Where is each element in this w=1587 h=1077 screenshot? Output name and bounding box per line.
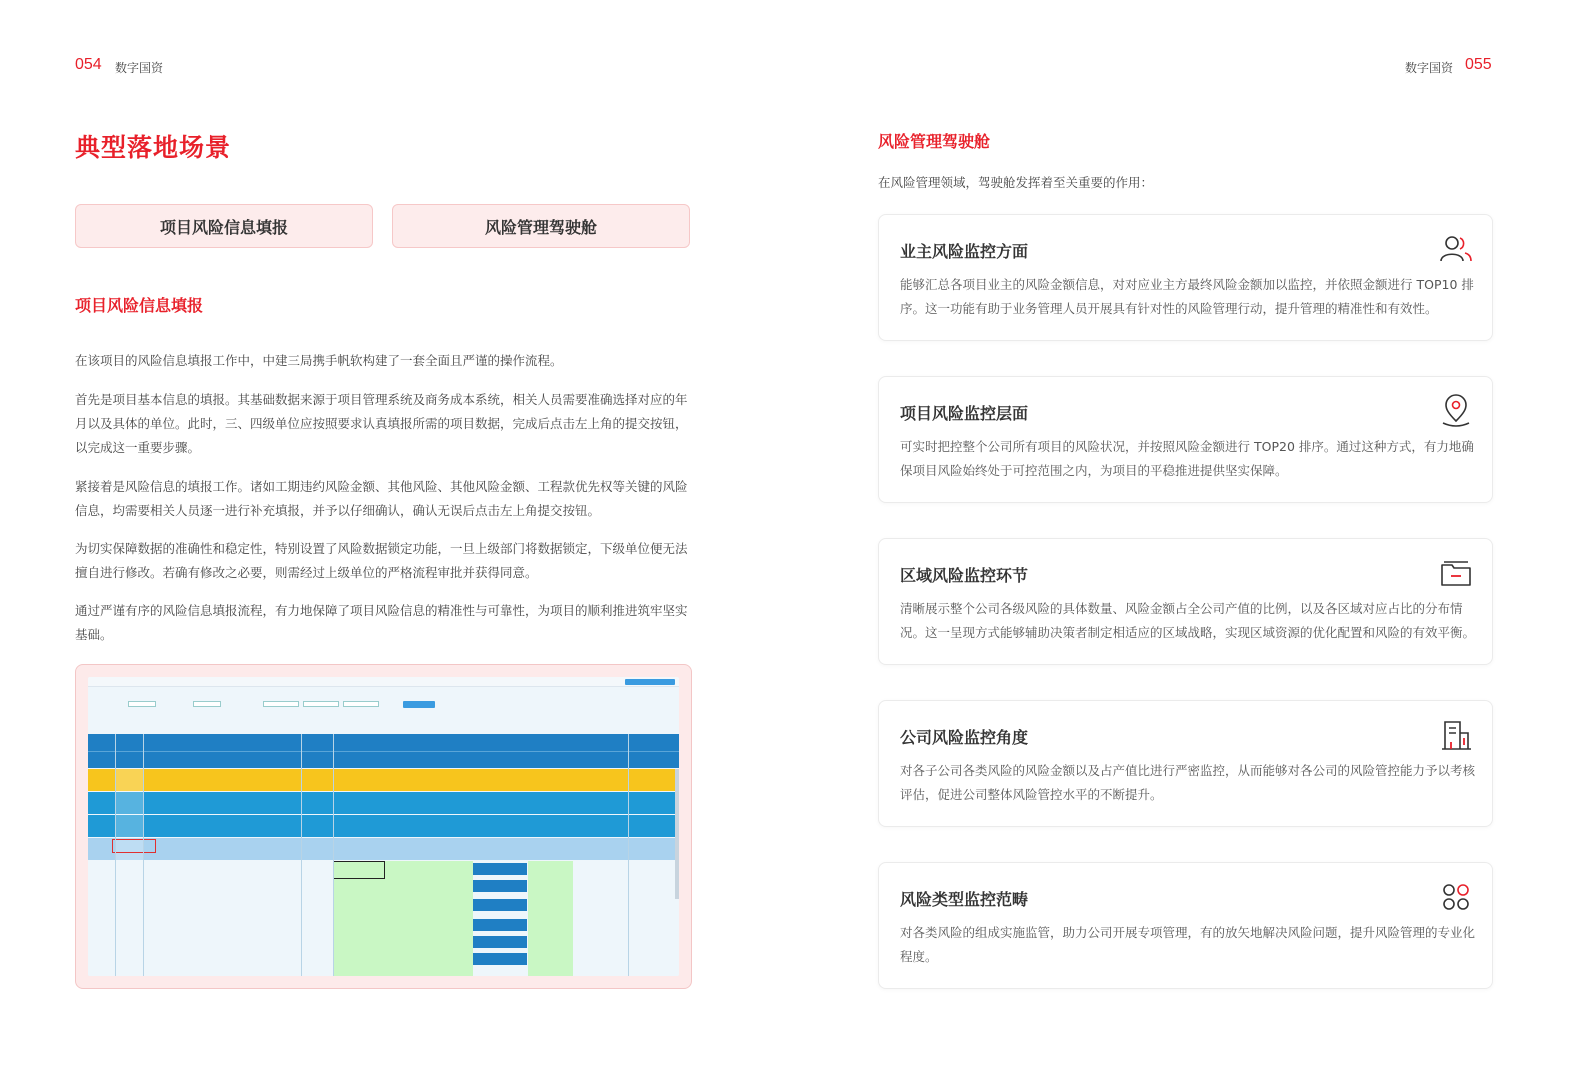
- paragraph-3: 紧接着是风险信息的填报工作。诸如工期违约风险金额、其他风险、其他风险金额、工程款优先权等关键的风险信息，均需要相关人员逐一进行补充填报，并予以仔细确认，确认无误后点击左上角提交按钮。: [75, 479, 688, 518]
- card-text: 对各类风险的组成实施监管，助力公司开展专项管理，有的放矢地解决风险问题，提升风险管理的专业化程度。: [900, 925, 1476, 964]
- page-number-left: 054: [75, 56, 102, 73]
- card-owner-risk: [878, 214, 1493, 341]
- paragraph-1: 在该项目的风险信息填报工作中，中建三局携手帆软构建了一套全面且严谨的操作流程。: [75, 353, 563, 368]
- paragraph-2: 首先是项目基本信息的填报。其基础数据来源于项目管理系统及商务成本系统，相关人员需要准确选择对应的年月以及具体的单位。此时，三、四级单位应按照要求认真填报所需的项目数据，完成后点击左上角的提交按钮，以完成这一重要步骤。: [75, 392, 688, 455]
- page-label-left: 数字国资: [115, 61, 164, 75]
- cockpit-intro: 在风险管理领域，驾驶舱发挥着至关重要的作用：: [878, 175, 1154, 190]
- location-pin-icon: [1438, 393, 1474, 429]
- tab-project-risk-report[interactable]: 项目风险信息填报: [75, 204, 373, 248]
- card-risk-type: [878, 862, 1493, 989]
- card-title: 风险类型监控范畴: [900, 890, 1029, 909]
- categories-icon: [1438, 879, 1474, 915]
- report-form-screenshot: [75, 664, 692, 989]
- card-title: 区域风险监控环节: [900, 566, 1029, 585]
- card-text: 可实时把控整个公司所有项目的风险状况，并按照风险金额进行 TOP20 排序。通过这种方式，有力地确保项目风险始终处于可控范围之内，为项目的平稳推进提供坚实保障。: [900, 439, 1474, 478]
- paragraph-4: 为切实保障数据的准确性和稳定性，特别设置了风险数据锁定功能，一旦上级部门将数据锁定，下级单位便无法擅自进行修改。若确有修改之必要，则需经过上级单位的严格流程审批并获得同意。: [75, 541, 688, 580]
- page-label-right: 数字国资: [1405, 61, 1454, 75]
- section-title-right: 风险管理驾驶舱: [878, 132, 991, 151]
- card-region-risk: [878, 538, 1493, 665]
- card-title: 项目风险监控层面: [900, 404, 1029, 423]
- page-number-right: 055: [1465, 56, 1492, 73]
- card-text: 清晰展示整个公司各级风险的具体数量、风险金额占全公司产值的比例，以及各区域对应占比的分布情况。这一呈现方式能够辅助决策者制定相适应的区域战略，实现区域资源的优化配置和风险的有效平衡。: [900, 601, 1476, 640]
- card-company-risk: [878, 700, 1493, 827]
- section-title-left: 项目风险信息填报: [75, 296, 204, 315]
- paragraph-5: 通过严谨有序的风险信息填报流程，有力地保障了项目风险信息的精准性与可靠性，为项目的顺利推进筑牢坚实基础。: [75, 603, 688, 642]
- users-icon: [1438, 231, 1474, 267]
- card-title: 公司风险监控角度: [900, 728, 1029, 747]
- table-preview-image: [88, 677, 679, 976]
- tab-risk-cockpit[interactable]: 风险管理驾驶舱: [392, 204, 690, 248]
- card-text: 对各子公司各类风险的风险金额以及占产值比进行严密监控，从而能够对各公司的风险管控能力予以考核评估，促进公司整体风险管控水平的不断提升。: [900, 763, 1476, 802]
- card-project-risk: [878, 376, 1493, 503]
- folder-icon: [1438, 555, 1474, 591]
- card-title: 业主风险监控方面: [900, 242, 1029, 261]
- card-text: 能够汇总各项目业主的风险金额信息，对对应业主方最终风险金额加以监控，并依照金额进行 TOP10 排序。这一功能有助于业务管理人员开展具有针对性的风险管理行动，提升管理的精准性和有效性。: [900, 277, 1474, 316]
- page-title: 典型落地场景: [75, 133, 232, 162]
- building-icon: [1438, 717, 1474, 753]
